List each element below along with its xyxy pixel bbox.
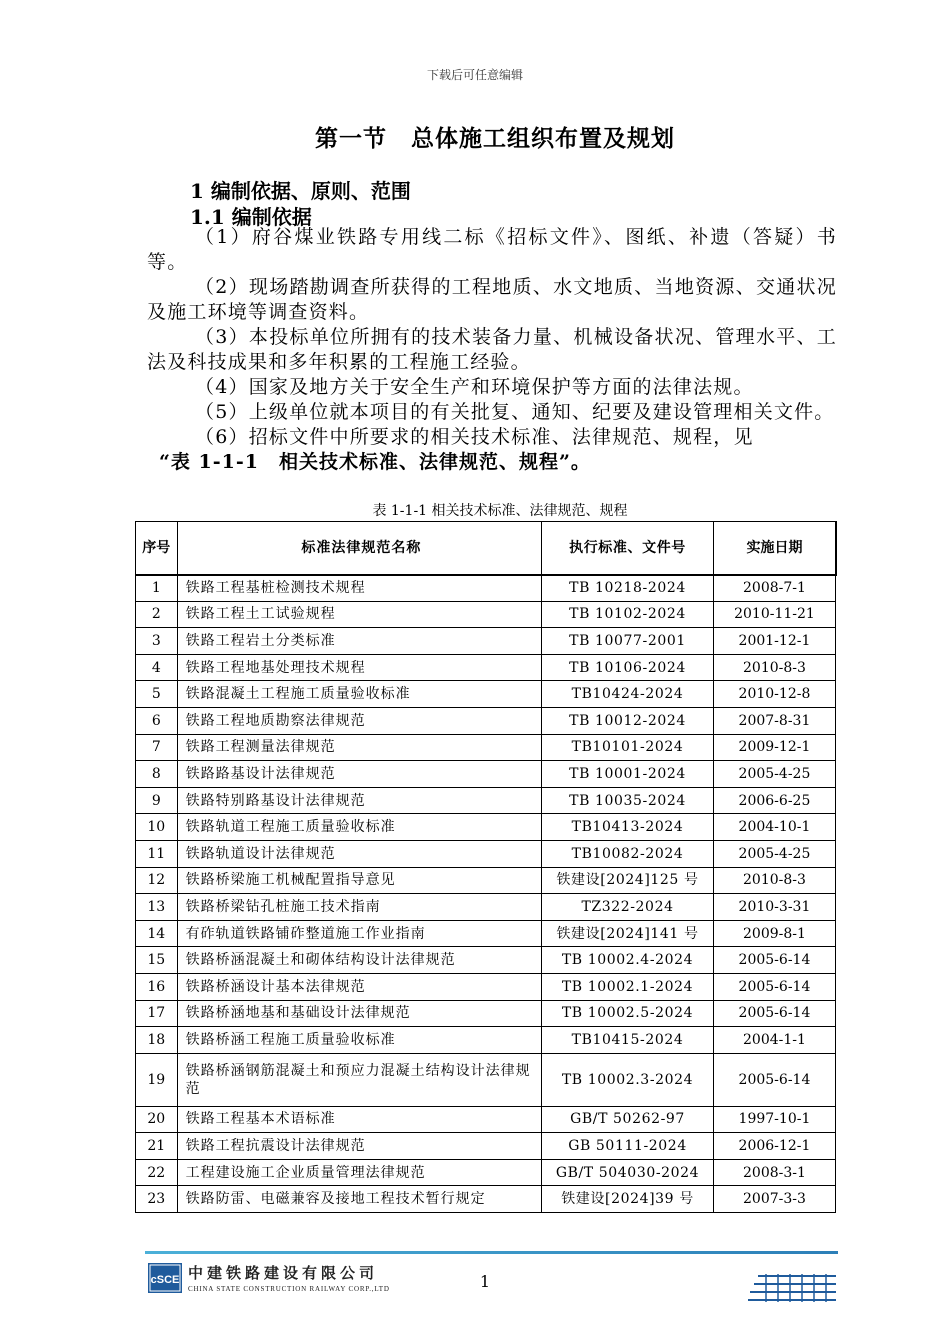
cell-date: 2010-11-21 — [713, 601, 835, 628]
table-reference: “表 1-1-1 相关技术标准、法律规范、规程”。 — [159, 451, 591, 473]
cell-name: 铁路桥涵工程施工质量验收标准 — [177, 1027, 542, 1054]
standards-table — [135, 521, 836, 1213]
cell-no: 4 — [136, 654, 178, 681]
cell-code: 铁建设[2024]39 号 — [542, 1186, 714, 1213]
cell-no: 20 — [136, 1106, 178, 1133]
railway-logo-icon — [748, 1272, 838, 1306]
cell-date: 2010-12-8 — [713, 681, 835, 708]
cell-code: TB 10002.5-2024 — [542, 1000, 714, 1027]
cell-code: TB 10002.1-2024 — [542, 973, 714, 1000]
table-row — [136, 628, 836, 655]
table-row — [136, 734, 836, 761]
cell-no: 17 — [136, 1000, 178, 1027]
company-logo — [148, 1262, 390, 1293]
cell-date: 2005-4-25 — [713, 840, 835, 867]
cell-no: 3 — [136, 628, 178, 655]
cell-date: 2010-8-3 — [713, 867, 835, 894]
cell-name: 铁路工程抗震设计法律规范 — [177, 1133, 542, 1160]
table-header-row — [136, 522, 836, 575]
table-row — [136, 787, 836, 814]
cell-date: 2005-6-14 — [713, 1000, 835, 1027]
table-row — [136, 814, 836, 841]
cell-date: 2005-6-14 — [713, 947, 835, 974]
cell-code: 铁建设[2024]141 号 — [542, 920, 714, 947]
cell-code: TB 10218-2024 — [542, 575, 714, 602]
cell-name: 铁路路基设计法律规范 — [177, 761, 542, 788]
header-no: 序号 — [136, 522, 178, 575]
cell-name: 铁路桥涵钢筋混凝土和预应力混凝土结构设计法律规范 — [177, 1053, 542, 1106]
cell-code: GB/T 504030-2024 — [542, 1159, 714, 1186]
cell-date: 2004-1-1 — [713, 1027, 835, 1054]
cell-code: TB 10002.4-2024 — [542, 947, 714, 974]
cell-name: 铁路桥梁施工机械配置指导意见 — [177, 867, 542, 894]
cell-name: 铁路工程岩土分类标准 — [177, 628, 542, 655]
cell-name: 有砟轨道铁路铺砟整道施工作业指南 — [177, 920, 542, 947]
cell-name: 铁路工程地基处理技术规程 — [177, 654, 542, 681]
svg-text:cSCE: cSCE — [150, 1273, 180, 1286]
cell-date: 2001-12-1 — [713, 628, 835, 655]
cell-code: TB 10035-2024 — [542, 787, 714, 814]
cell-code: GB/T 50262-97 — [542, 1106, 714, 1133]
cell-name: 铁路桥涵地基和基础设计法律规范 — [177, 1000, 542, 1027]
cell-code: TB 10102-2024 — [542, 601, 714, 628]
cell-name: 工程建设施工企业质量管理法律规范 — [177, 1159, 542, 1186]
cell-name: 铁路桥梁钻孔桩施工技术指南 — [177, 894, 542, 921]
cell-code: TB 10106-2024 — [542, 654, 714, 681]
heading-1: 1 编制依据、原则、范围 — [190, 179, 411, 203]
table-row — [136, 1000, 836, 1027]
cell-code: 铁建设[2024]125 号 — [542, 867, 714, 894]
cell-code: TB10082-2024 — [542, 840, 714, 867]
table-row — [136, 1159, 836, 1186]
cell-date: 2006-6-25 — [713, 787, 835, 814]
paragraph-3: （3）本投标单位所拥有的技术装备力量、机械设备状况、管理水平、工法及科技成果和多年积累的工程施工经验。 — [147, 326, 837, 373]
paragraph-6: （6）招标文件中所要求的相关技术标准、法律规范、规程，见 — [195, 426, 754, 448]
section-title: 第一节 总体施工组织布置及规划 — [315, 125, 675, 152]
table-row — [136, 947, 836, 974]
header-date: 实施日期 — [713, 522, 835, 575]
cell-no: 18 — [136, 1027, 178, 1054]
company-name-en: CHINA STATE CONSTRUCTION RAILWAY CORP.,LTD — [188, 1285, 390, 1293]
cell-code: TB 10077-2001 — [542, 628, 714, 655]
cell-code: GB 50111-2024 — [542, 1133, 714, 1160]
cell-name: 铁路工程土工试验规程 — [177, 601, 542, 628]
cell-no: 21 — [136, 1133, 178, 1160]
cell-name: 铁路工程基本术语标准 — [177, 1106, 542, 1133]
cell-no: 16 — [136, 973, 178, 1000]
table-row — [136, 681, 836, 708]
cell-date: 2005-6-14 — [713, 1053, 835, 1106]
basis-paragraphs — [147, 225, 837, 475]
table-caption: 表 1-1-1 相关技术标准、法律规范、规程 — [372, 503, 628, 519]
company-emblem-icon — [148, 1263, 182, 1293]
cell-no: 23 — [136, 1186, 178, 1213]
table-row — [136, 1053, 836, 1106]
cell-code: TB10415-2024 — [542, 1027, 714, 1054]
company-name-cn: 中建铁路建设有限公司 — [188, 1264, 379, 1282]
cell-no: 9 — [136, 787, 178, 814]
table-row — [136, 1106, 836, 1133]
cell-no: 22 — [136, 1159, 178, 1186]
cell-date: 2004-10-1 — [713, 814, 835, 841]
cell-date: 2006-12-1 — [713, 1133, 835, 1160]
cell-no: 7 — [136, 734, 178, 761]
cell-no: 8 — [136, 761, 178, 788]
cell-date: 2009-12-1 — [713, 734, 835, 761]
cell-date: 2005-4-25 — [713, 761, 835, 788]
cell-no: 2 — [136, 601, 178, 628]
cell-code: TB 10012-2024 — [542, 707, 714, 734]
table-row — [136, 840, 836, 867]
cell-name: 铁路特别路基设计法律规范 — [177, 787, 542, 814]
paragraph-5: （5）上级单位就本项目的有关批复、通知、纪要及建设管理相关文件。 — [195, 401, 835, 423]
table-row — [136, 867, 836, 894]
cell-date: 2005-6-14 — [713, 973, 835, 1000]
cell-no: 14 — [136, 920, 178, 947]
cell-name: 铁路工程地质勘察法律规范 — [177, 707, 542, 734]
table-row — [136, 894, 836, 921]
header-note: 下载后可任意编辑 — [426, 68, 523, 82]
table-row — [136, 761, 836, 788]
header-name: 标准法律规范名称 — [177, 522, 542, 575]
cell-name: 铁路轨道设计法律规范 — [177, 840, 542, 867]
table-row — [136, 654, 836, 681]
table-row — [136, 920, 836, 947]
cell-no: 1 — [136, 575, 178, 602]
cell-date: 2007-8-31 — [713, 707, 835, 734]
cell-code: TB 10001-2024 — [542, 761, 714, 788]
paragraph-1: （1）府谷煤业铁路专用线二标《招标文件》、图纸、补遗（答疑）书等。 — [147, 226, 837, 273]
cell-no: 15 — [136, 947, 178, 974]
cell-no: 19 — [136, 1053, 178, 1106]
page-number: 1 — [479, 1272, 491, 1291]
table-body — [136, 575, 836, 1213]
table-row — [136, 973, 836, 1000]
header-code: 执行标准、文件号 — [542, 522, 714, 575]
table-row — [136, 707, 836, 734]
table-row — [136, 1133, 836, 1160]
table-row — [136, 601, 836, 628]
cell-name: 铁路桥涵混凝土和砌体结构设计法律规范 — [177, 947, 542, 974]
cell-name: 铁路混凝土工程施工质量验收标准 — [177, 681, 542, 708]
cell-name: 铁路轨道工程施工质量验收标准 — [177, 814, 542, 841]
cell-no: 11 — [136, 840, 178, 867]
cell-no: 10 — [136, 814, 178, 841]
footer-divider — [145, 1251, 838, 1254]
cell-no: 6 — [136, 707, 178, 734]
cell-code: TB10424-2024 — [542, 681, 714, 708]
cell-name: 铁路工程基桩检测技术规程 — [177, 575, 542, 602]
cell-code: TZ322-2024 — [542, 894, 714, 921]
cell-name: 铁路工程测量法律规范 — [177, 734, 542, 761]
table-row — [136, 575, 836, 602]
paragraph-4: （4）国家及地方关于安全生产和环境保护等方面的法律法规。 — [195, 376, 754, 398]
cell-code: TB10101-2024 — [542, 734, 714, 761]
cell-date: 2010-3-31 — [713, 894, 835, 921]
cell-date: 2008-7-1 — [713, 575, 835, 602]
cell-code: TB10413-2024 — [542, 814, 714, 841]
paragraph-2: （2）现场踏勘调查所获得的工程地质、水文地质、当地资源、交通状况及施工环境等调查资料。 — [147, 276, 837, 323]
cell-no: 5 — [136, 681, 178, 708]
cell-date: 2008-3-1 — [713, 1159, 835, 1186]
cell-date: 2007-3-3 — [713, 1186, 835, 1213]
table-row — [136, 1027, 836, 1054]
cell-date: 2010-8-3 — [713, 654, 835, 681]
cell-date: 1997-10-1 — [713, 1106, 835, 1133]
heading-1-1: 1.1 编制依据 — [190, 205, 312, 229]
cell-no: 13 — [136, 894, 178, 921]
cell-name: 铁路桥涵设计基本法律规范 — [177, 973, 542, 1000]
cell-no: 12 — [136, 867, 178, 894]
cell-name: 铁路防雷、电磁兼容及接地工程技术暂行规定 — [177, 1186, 542, 1213]
cell-date: 2009-8-1 — [713, 920, 835, 947]
cell-code: TB 10002.3-2024 — [542, 1053, 714, 1106]
table-row — [136, 1186, 836, 1213]
